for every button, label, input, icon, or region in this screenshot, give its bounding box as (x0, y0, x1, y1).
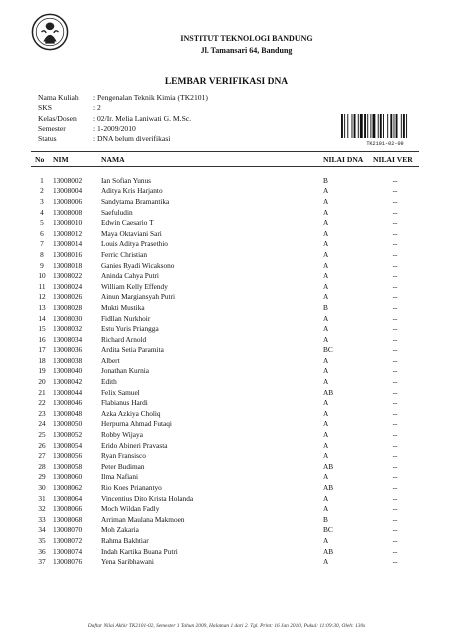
table-row (31, 345, 419, 356)
cell-nim: 13008054 (53, 440, 83, 450)
barcode-bar (352, 114, 353, 138)
table-row (31, 302, 419, 313)
table-row (31, 239, 419, 250)
cell-nim: 13008040 (53, 366, 83, 376)
cell-nim: 13008016 (53, 249, 83, 259)
cell-nim: 13008076 (53, 557, 83, 567)
cell-nilai-dna: A (323, 472, 329, 482)
cell-nama: Yena Saribhawani (101, 557, 154, 567)
meta-row (38, 124, 136, 134)
table-body (31, 175, 419, 567)
cell-nama: Edwin Caesario T (101, 218, 154, 228)
cell-nilai-ver: -- (392, 228, 398, 238)
cell-nilai-ver: -- (392, 398, 398, 408)
cell-no: 15 (38, 324, 46, 334)
cell-nilai-ver: -- (392, 313, 398, 323)
institution-name: INSTITUT TEKNOLOGI BANDUNG (180, 34, 313, 43)
cell-nilai-ver: -- (392, 207, 398, 217)
table-row (31, 334, 419, 345)
cell-nilai-ver: -- (392, 366, 398, 376)
cell-nilai-dna: A (323, 355, 329, 365)
cell-nim: 13008064 (53, 493, 83, 503)
cell-nilai-dna: AB (323, 483, 334, 493)
cell-nim: 13008010 (53, 218, 83, 228)
cell-no: 29 (38, 472, 46, 482)
header-nim: NIM (53, 154, 69, 164)
cell-nilai-dna: BC (323, 525, 333, 535)
cell-nim: 13008004 (53, 186, 83, 196)
table-row (31, 387, 419, 398)
cell-nilai-ver: -- (392, 271, 398, 281)
cell-nama: Herpurna Ahmad Futaqi (101, 419, 172, 429)
table-row (31, 429, 419, 440)
cell-nama: Ainun Margiansyah Putri (101, 292, 176, 302)
cell-no: 31 (38, 493, 46, 503)
table-row (31, 313, 419, 324)
cell-nim: 13008036 (53, 345, 83, 355)
barcode-bar (394, 114, 395, 138)
table-row (31, 461, 419, 472)
cell-nama: Edith (101, 377, 117, 387)
meta-value: : 2 (93, 103, 101, 113)
cell-nilai-ver: -- (392, 334, 398, 344)
cell-nilai-ver: -- (392, 249, 398, 259)
barcode-bar (403, 114, 405, 138)
cell-nilai-ver: -- (392, 186, 398, 196)
cell-nilai-dna: B (323, 514, 328, 524)
cell-no: 12 (38, 292, 46, 302)
cell-nama: Erido Abineri Pravasta (101, 440, 168, 450)
cell-nilai-dna: A (323, 271, 329, 281)
cell-nilai-dna: A (323, 186, 329, 196)
table-row (31, 366, 419, 377)
cell-nama: Saefuludin (101, 207, 133, 217)
table-header-rule (31, 166, 419, 167)
cell-nama: Rio Koes Prianantyo (101, 483, 162, 493)
cell-nilai-dna: A (323, 281, 329, 291)
cell-nilai-ver: -- (392, 419, 398, 429)
cell-nilai-ver: -- (392, 483, 398, 493)
cell-no: 17 (38, 345, 46, 355)
cell-nama: Felix Samuel (101, 387, 140, 397)
cell-nim: 13008044 (53, 387, 83, 397)
cell-no: 3 (40, 196, 44, 206)
barcode-bar (370, 114, 371, 138)
barcode-bar (341, 114, 343, 138)
cell-nilai-ver: -- (392, 387, 398, 397)
cell-nilai-ver: -- (392, 493, 398, 503)
cell-nama: Richard Arnold (101, 334, 147, 344)
cell-nama: Moh Zakaria (101, 525, 139, 535)
table-row (31, 292, 419, 303)
header-no: No (35, 154, 45, 164)
cell-no: 1 (40, 175, 44, 185)
table-row (31, 472, 419, 483)
table-row (31, 260, 419, 271)
table-row (31, 186, 419, 197)
meta-row (38, 93, 208, 103)
table-row (31, 397, 419, 408)
cell-nilai-ver: -- (392, 451, 398, 461)
cell-nim: 13008068 (53, 514, 83, 524)
cell-nilai-ver: -- (392, 472, 398, 482)
barcode-bar (387, 114, 388, 138)
cell-nim: 13008006 (53, 196, 83, 206)
cell-nama: Indah Kartika Buana Putri (101, 546, 178, 556)
cell-no: 26 (38, 440, 46, 450)
cell-nim: 13008012 (53, 228, 83, 238)
cell-no: 13 (38, 302, 46, 312)
table-row (31, 556, 419, 567)
cell-no: 18 (38, 355, 46, 365)
cell-no: 2 (40, 186, 44, 196)
cell-nilai-ver: -- (392, 239, 398, 249)
table-row (31, 323, 419, 334)
cell-no: 27 (38, 451, 46, 461)
cell-nama: Rahma Bakhtiar (101, 535, 149, 545)
meta-label: SKS (38, 103, 52, 113)
cell-nilai-ver: -- (392, 535, 398, 545)
table-row (31, 546, 419, 557)
table-row (31, 419, 419, 430)
cell-nim: 13008046 (53, 398, 83, 408)
cell-nama: Aditya Kris Harjanto (101, 186, 163, 196)
page-footer: Daftar Nilai Akhir TK2101-02, Semester 1 Tahun 2009, Halaman 1 dari 2. Tgl. Print: 16 Jan 2010, Pukul: 11:09:30, Oleh: 130s (87, 623, 366, 629)
cell-nama: Ferric Christian (101, 249, 148, 259)
cell-nilai-ver: -- (392, 504, 398, 514)
table-row (31, 440, 419, 451)
cell-nama: Moch Wildan Fadly (101, 504, 160, 514)
cell-no: 21 (38, 387, 46, 397)
cell-nilai-dna: AB (323, 387, 334, 397)
table-row (31, 228, 419, 239)
table-row (31, 355, 419, 366)
table-row (31, 482, 419, 493)
table-row (31, 450, 419, 461)
cell-nilai-dna: A (323, 239, 329, 249)
table-row (31, 270, 419, 281)
table-row (31, 217, 419, 228)
barcode-bar (373, 114, 376, 138)
cell-nilai-dna: A (323, 557, 329, 567)
cell-nim: 13008052 (53, 430, 83, 440)
cell-no: 9 (40, 260, 44, 270)
cell-nilai-ver: -- (392, 292, 398, 302)
header-nama: NAMA (101, 154, 125, 164)
cell-nilai-dna: A (323, 196, 329, 206)
table-row (31, 408, 419, 419)
meta-label: Nama Kuliah (38, 93, 79, 102)
cell-nilai-dna: A (323, 430, 329, 440)
cell-nilai-dna: A (323, 398, 329, 408)
cell-nim: 13008026 (53, 292, 83, 302)
cell-nilai-ver: -- (392, 302, 398, 312)
cell-nim: 13008060 (53, 472, 83, 482)
cell-no: 4 (40, 207, 44, 217)
cell-nama: Ian Sofian Yunus (101, 175, 151, 185)
cell-nim: 13008002 (53, 175, 83, 185)
cell-no: 16 (38, 334, 46, 344)
cell-no: 30 (38, 483, 46, 493)
cell-nilai-ver: -- (392, 324, 398, 334)
cell-nilai-dna: A (323, 207, 329, 217)
cell-nilai-dna: BC (323, 345, 333, 355)
cell-nama: Estu Yuris Priangga (101, 324, 159, 334)
cell-no: 28 (38, 461, 46, 471)
cell-nama: William Kelly Effendy (101, 281, 168, 291)
cell-nilai-dna: A (323, 260, 329, 270)
table-row (31, 376, 419, 387)
meta-label: Kelas/Dosen (38, 113, 77, 123)
cell-nilai-ver: -- (392, 525, 398, 535)
table-top-rule (31, 151, 419, 152)
cell-nilai-ver: -- (392, 355, 398, 365)
cell-nama: Ganies Ryadi Wicaksono (101, 260, 175, 270)
cell-nilai-dna: A (323, 228, 329, 238)
cell-nilai-ver: -- (392, 430, 398, 440)
meta-row (38, 134, 170, 144)
cell-nama: Arriman Maulana Makmoen (101, 514, 185, 524)
cell-nilai-ver: -- (392, 260, 398, 270)
cell-nim: 13008030 (53, 313, 83, 323)
cell-nilai-ver: -- (392, 345, 398, 355)
cell-nilai-dna: A (323, 218, 329, 228)
cell-nilai-ver: -- (392, 175, 398, 185)
cell-nilai-dna: AB (323, 461, 334, 471)
cell-nilai-dna: A (323, 504, 329, 514)
cell-no: 5 (40, 218, 44, 228)
cell-nim: 13008034 (53, 334, 83, 344)
cell-nilai-dna: B (323, 175, 328, 185)
cell-no: 37 (38, 557, 46, 567)
cell-nilai-ver: -- (392, 408, 398, 418)
barcode-bar (367, 114, 368, 138)
cell-nim: 13008074 (53, 546, 83, 556)
cell-nama: Aninda Cahya Putri (101, 271, 159, 281)
cell-no: 34 (38, 525, 46, 535)
barcode-bar (378, 114, 379, 138)
table-row (31, 175, 419, 186)
itb-ganesha-logo-icon (31, 13, 69, 51)
cell-nama: Peter Budiman (101, 461, 145, 471)
barcode-bar (380, 114, 382, 138)
header-nilai-dna: NILAI DNA (323, 154, 364, 164)
grades-table (31, 151, 419, 567)
meta-value: : DNA belum diverifikasi (93, 134, 171, 144)
barcode-bar (347, 114, 348, 138)
cell-no: 14 (38, 313, 46, 323)
cell-nama: Mukti Mustika (101, 302, 145, 312)
document-title: LEMBAR VERIFIKASI DNA (164, 77, 289, 87)
cell-nama: Ilma Nafiani (101, 472, 139, 482)
cell-nim: 13008058 (53, 461, 83, 471)
cell-nim: 13008018 (53, 260, 83, 270)
institution-address: Jl. Tamansari 64, Bandung (200, 46, 293, 55)
cell-nama: Robby Wijaya (101, 430, 143, 440)
cell-no: 6 (40, 228, 44, 238)
cell-nilai-ver: -- (392, 218, 398, 228)
cell-nilai-dna: AB (323, 546, 334, 556)
cell-nilai-ver: -- (392, 557, 398, 567)
barcode-text: TK2101-02-09 (366, 141, 404, 147)
cell-no: 23 (38, 408, 46, 418)
cell-nim: 13008022 (53, 271, 83, 281)
cell-nilai-dna: A (323, 292, 329, 302)
cell-nilai-ver: -- (392, 461, 398, 471)
cell-nilai-dna: A (323, 324, 329, 334)
cell-nim: 13008062 (53, 483, 83, 493)
cell-nilai-ver: -- (392, 196, 398, 206)
table-row (31, 535, 419, 546)
barcode-bar (360, 114, 363, 138)
cell-no: 19 (38, 366, 46, 376)
cell-nilai-ver: -- (392, 546, 398, 556)
meta-row (38, 103, 101, 113)
cell-no: 24 (38, 419, 46, 429)
cell-nilai-ver: -- (392, 514, 398, 524)
barcode-bar (401, 114, 402, 138)
table-row (31, 493, 419, 504)
cell-nilai-dna: A (323, 366, 329, 376)
table-row (31, 281, 419, 292)
cell-no: 10 (38, 271, 46, 281)
table-row (31, 514, 419, 525)
cell-nama: Jonathan Kurnia (101, 366, 150, 376)
cell-nim: 13008072 (53, 535, 83, 545)
table-row (31, 196, 419, 207)
cell-no: 20 (38, 377, 46, 387)
cell-nim: 13008070 (53, 525, 83, 535)
table-header (31, 153, 419, 165)
cell-nim: 13008042 (53, 377, 83, 387)
cell-no: 32 (38, 504, 46, 514)
cell-no: 25 (38, 430, 46, 440)
cell-nama: Maya Oktaviani Sari (101, 228, 162, 238)
cell-nama: Azka Azkiya Choliq (101, 408, 161, 418)
barcode-bar (383, 114, 384, 138)
barcode-bar (406, 114, 407, 138)
cell-nama: Ryan Fransisco (101, 451, 146, 461)
cell-nim: 13008032 (53, 324, 83, 334)
cell-nilai-dna: A (323, 451, 329, 461)
cell-nilai-ver: -- (392, 281, 398, 291)
meta-row (38, 114, 191, 124)
cell-nim: 13008066 (53, 504, 83, 514)
meta-label: Status (38, 134, 57, 144)
barcode-bar (358, 114, 359, 138)
meta-value: : Pengenalan Teknik Kimia (TK2101) (93, 93, 208, 102)
cell-no: 35 (38, 535, 46, 545)
cell-nim: 13008056 (53, 451, 83, 461)
cell-nilai-dna: A (323, 249, 329, 259)
barcode-bar (390, 114, 392, 138)
cell-no: 8 (40, 249, 44, 259)
cell-no: 7 (40, 239, 44, 249)
cell-nama: Ardita Setia Paramita (101, 345, 164, 355)
cell-nilai-dna: B (323, 302, 328, 312)
table-row (31, 503, 419, 514)
cell-nilai-dna: A (323, 493, 329, 503)
table-row (31, 525, 419, 536)
cell-nilai-dna: A (323, 419, 329, 429)
table-row (31, 207, 419, 218)
cell-no: 11 (38, 281, 46, 291)
barcode-bar (396, 114, 398, 138)
cell-nim: 13008050 (53, 419, 83, 429)
meta-value: : 1-2009/2010 (93, 123, 136, 133)
meta-label: Semester (38, 123, 66, 133)
cell-nilai-dna: A (323, 535, 329, 545)
header-nilai-ver: NILAI VER (373, 154, 413, 164)
barcode-bar (354, 114, 356, 138)
cell-nama: Albert (101, 355, 120, 365)
cell-no: 22 (38, 398, 46, 408)
cell-nim: 13008024 (53, 281, 83, 291)
cell-nama: Vincentius Dito Krista Holanda (101, 493, 194, 503)
cell-nama: Sandytama Bramantika (101, 196, 170, 206)
cell-nim: 13008028 (53, 302, 83, 312)
barcode (340, 113, 430, 147)
cell-nilai-dna: A (323, 334, 329, 344)
barcode-bar (364, 114, 366, 138)
cell-nim: 13008014 (53, 239, 83, 249)
cell-nim: 13008008 (53, 207, 83, 217)
cell-nilai-dna: A (323, 313, 329, 323)
cell-nilai-dna: A (323, 440, 329, 450)
cell-nilai-dna: A (323, 408, 329, 418)
cell-nama: Louis Aditya Prasethio (101, 239, 168, 249)
cell-no: 33 (38, 514, 46, 524)
cell-nilai-ver: -- (392, 440, 398, 450)
cell-nilai-ver: -- (392, 377, 398, 387)
cell-nim: 13008038 (53, 355, 83, 365)
cell-nama: Flabianus Hardi (101, 398, 148, 408)
cell-no: 36 (38, 546, 46, 556)
barcode-bar (344, 114, 345, 138)
cell-nilai-dna: A (323, 377, 329, 387)
cell-nim: 13008048 (53, 408, 83, 418)
table-row (31, 249, 419, 260)
cell-nama: Fidllan Nurkhoir (101, 313, 151, 323)
meta-value: : 02/Ir. Melia Laniwati G. M.Sc. (93, 113, 192, 123)
